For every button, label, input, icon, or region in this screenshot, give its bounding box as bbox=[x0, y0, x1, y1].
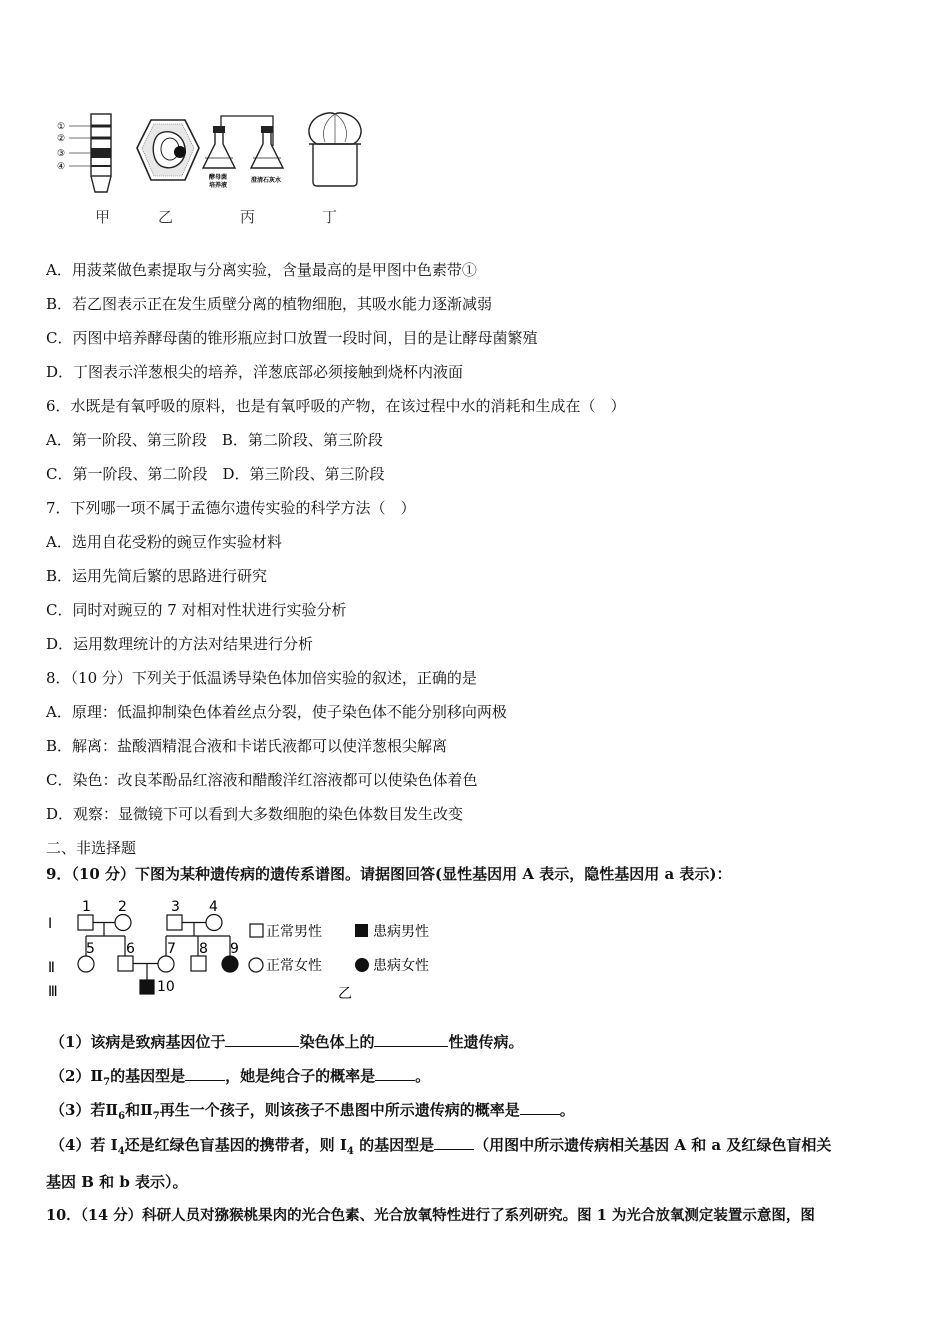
individual-3 bbox=[167, 915, 182, 930]
individual-8 bbox=[191, 956, 206, 971]
band-marker-4: ④ bbox=[57, 162, 66, 172]
num-6: 6 bbox=[126, 941, 135, 957]
legend-affected-female-icon bbox=[355, 958, 369, 972]
individual-4 bbox=[206, 915, 222, 931]
q9-part2: $(2)Ⅱ_7$的基因型是 ，她是纯合子的概率是 。 bbox=[50, 1067, 431, 1088]
legend-affected-male-icon bbox=[355, 924, 368, 937]
num-7: 7 bbox=[167, 941, 176, 957]
blank-2-1[interactable] bbox=[185, 1066, 225, 1081]
legend-normal-female-icon bbox=[249, 958, 263, 972]
num-2: 2 bbox=[118, 899, 127, 915]
individual-9 bbox=[222, 956, 238, 972]
figure-label-jia: 甲 bbox=[95, 208, 111, 226]
q9-part3: （3）若$Ⅱ_6$和$Ⅱ_7$再生一个孩子，则该孩子不患图中所示遗传病的概率是 。 bbox=[50, 1101, 575, 1122]
legend-normal-male-icon bbox=[250, 924, 263, 937]
flask1-caption-2: 培养液 bbox=[209, 182, 228, 189]
q9-stem: 9．（10 分）下图为某种遗传病的遗传系谱图。请据图回答(显性基因用 A 表示，隐性基因用 a 表示)： bbox=[46, 865, 732, 883]
flask1-caption-1: 酵母菌 bbox=[209, 174, 228, 181]
blank-3-1[interactable] bbox=[520, 1100, 560, 1115]
num-9: 9 bbox=[230, 941, 239, 957]
q10-stem: 10．（14 分）科研人员对猕猴桃果肉的光合色素、光合放氧特性进行了系列研究。图 1 为光合放氧测定装置示意图，图 bbox=[46, 1207, 815, 1224]
q8-option-b: B．解离：盐酸酒精混合液和卡诺氏液都可以使洋葱根尖解离 bbox=[46, 737, 448, 755]
legend-normal-female: 正常女性 bbox=[266, 958, 322, 974]
legend-normal-male: 正常男性 bbox=[266, 924, 322, 940]
individual-2 bbox=[115, 915, 131, 931]
individual-6 bbox=[118, 956, 133, 971]
band-marker-2: ② bbox=[57, 134, 66, 144]
gen-label-1: Ⅰ bbox=[48, 916, 53, 932]
num-4: 4 bbox=[209, 899, 218, 915]
num-5: 5 bbox=[86, 941, 95, 957]
gen-label-3: Ⅲ bbox=[48, 984, 58, 1000]
q6-stem: 6．水既是有氧呼吸的原料，也是有氧呼吸的产物，在该过程中水的消耗和生成在（ ） bbox=[46, 397, 626, 415]
blank-1-2[interactable] bbox=[374, 1032, 448, 1047]
q5-option-b: B．若乙图表示正在发生质壁分离的植物细胞，其吸水能力逐渐减弱 bbox=[46, 295, 493, 313]
blank-2-2[interactable] bbox=[375, 1066, 415, 1081]
num-10: 10 bbox=[157, 979, 175, 995]
flask2-caption: 澄清石灰水 bbox=[251, 177, 282, 184]
num-8: 8 bbox=[199, 941, 208, 957]
blank-4-1[interactable] bbox=[434, 1135, 474, 1150]
q8-option-c: C．染色：改良苯酚品红溶液和醋酸洋红溶液都可以使染色体着色 bbox=[46, 771, 478, 789]
section-heading: 二、非选择题 bbox=[46, 839, 137, 857]
figure-label-yi: 乙 bbox=[158, 208, 174, 226]
q5-option-d: D．丁图表示洋葱根尖的培养，洋葱底部必须接触到烧杯内液面 bbox=[46, 363, 464, 381]
q7-option-c: C．同时对豌豆的 7 对相对性状进行实验分析 bbox=[46, 601, 347, 619]
flask-apparatus bbox=[203, 116, 283, 189]
band-marker-3: ③ bbox=[57, 149, 66, 159]
blank-1-1[interactable] bbox=[225, 1032, 299, 1047]
individual-7 bbox=[158, 956, 174, 972]
q9-part4: （4）若 $I_4$还是红绿色盲基因的携带者，则 $I_4$ 的基因型是 （用图中所示遗传病相关基因 A 和 a 及红绿色盲相关 bbox=[50, 1136, 832, 1157]
q5-option-c: C．丙图中培养酵母菌的锥形瓶应封口放置一段时间，目的是让酵母菌繁殖 bbox=[46, 329, 538, 347]
q6-options-cd: C．第一阶段、第二阶段 D．第三阶段、第三阶段 bbox=[46, 465, 385, 483]
q9-part1: （1）该病是致病基因位于 染色体上的 性遗传病。 bbox=[50, 1033, 524, 1051]
plant-cell bbox=[137, 120, 199, 180]
individual-5 bbox=[78, 956, 94, 972]
q5-option-a: A．用菠菜做色素提取与分离实验，含量最高的是甲图中色素带① bbox=[46, 261, 477, 279]
individual-10 bbox=[140, 980, 154, 994]
q7-option-a: A．选用自花受粉的豌豆作实验材料 bbox=[46, 533, 282, 551]
figure-label-ding: 丁 bbox=[322, 208, 338, 226]
band-marker-1: ① bbox=[57, 122, 66, 132]
chromatography-strip bbox=[57, 114, 111, 192]
pedigree-caption: 乙 bbox=[338, 986, 352, 1002]
q8-stem: 8．（10 分）下列关于低温诱导染色体加倍实验的叙述，正确的是 bbox=[46, 669, 477, 687]
q7-option-b: B．运用先简后繁的思路进行研究 bbox=[46, 567, 268, 585]
q7-stem: 7．下列哪一项不属于孟德尔遗传实验的科学方法（ ） bbox=[46, 499, 416, 517]
num-1: 1 bbox=[82, 899, 91, 915]
gen-label-2: Ⅱ bbox=[48, 960, 55, 976]
individual-1 bbox=[78, 915, 93, 930]
legend-affected-male: 患病男性 bbox=[373, 924, 429, 940]
q9-part4-cont: 基因 B 和 b 表示）。 bbox=[46, 1173, 188, 1191]
q8-option-a: A．原理：低温抑制染色体着丝点分裂，使子染色体不能分别移向两极 bbox=[46, 703, 507, 721]
q7-option-d: D．运用数理统计的方法对结果进行分析 bbox=[46, 635, 314, 653]
num-3: 3 bbox=[171, 899, 180, 915]
q6-options-ab: A．第一阶段、第三阶段 B．第二阶段、第三阶段 bbox=[46, 431, 383, 449]
onion-beaker bbox=[309, 113, 361, 186]
figure-label-bing: 丙 bbox=[240, 208, 256, 226]
legend-affected-female: 患病女性 bbox=[373, 958, 429, 974]
q8-option-d: D．观察：显微镜下可以看到大多数细胞的染色体数目发生改变 bbox=[46, 805, 464, 823]
pedigree-chart bbox=[40, 894, 460, 1006]
